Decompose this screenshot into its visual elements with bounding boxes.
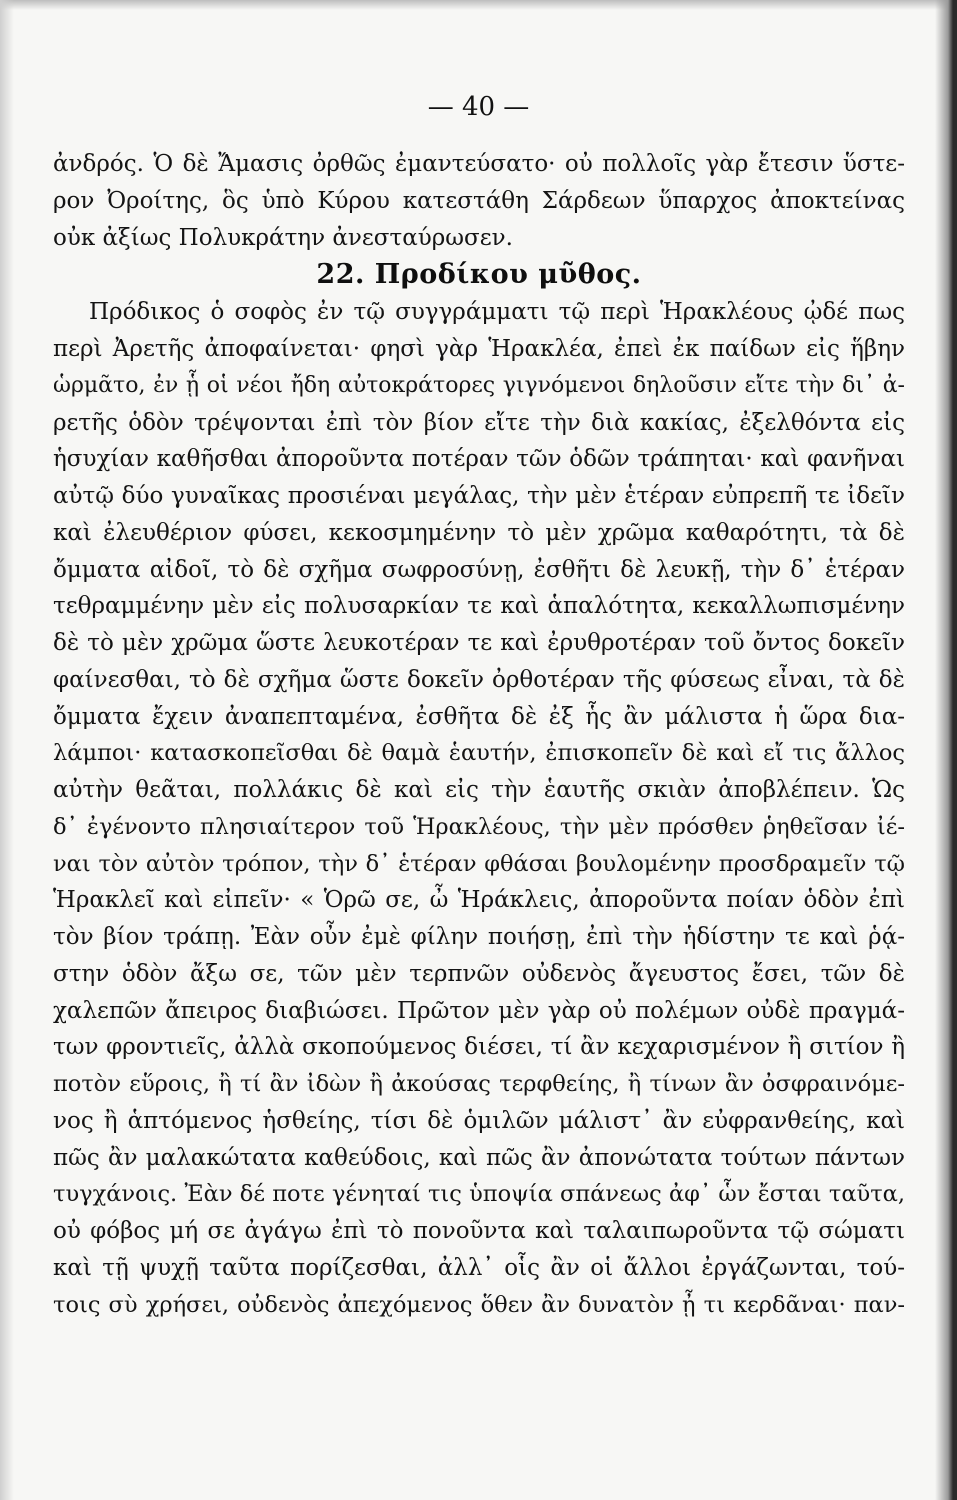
text-line: ἀνδρός. Ὁ δὲ Ἄμασις ὀρθῶς ἐμαντεύσατο· οὐ πολλοῖς γὰρ ἔτεσιν ὕστε- (53, 151, 905, 177)
text-line: περὶ Ἀρετῆς ἀποφαίνεται· φησὶ γὰρ Ἡρακλέα, ἐπεὶ ἐκ παίδων εἰς ἥβην (53, 336, 905, 362)
text-block (53, 146, 905, 1323)
text-line: τὸν βίον τράπῃ. Ἐὰν οὖν ἐμὲ φίλην ποιήσῃ, ἐπὶ τὴν ἡδίστην τε καὶ ῥᾴ- (53, 924, 905, 950)
text-line: τοις σὺ χρήσει, οὐδενὸς ἀπεχόμενος ὅθεν ἂν δυνατὸν ᾖ τι κερδᾶναι· παν- (53, 1291, 905, 1318)
text-line: ὡρμᾶτο, ἐν ᾗ οἱ νέοι ἤδη αὐτοκράτορες γιγνόμενοι δηλοῦσιν εἴτε τὴν δι᾽ ἀ- (53, 372, 905, 398)
text-line: οὐκ ἀξίως Πολυκράτην ἀνεσταύρωσεν. (53, 224, 513, 251)
text-line: ρετῆς ὁδὸν τρέψονται ἐπὶ τὸν βίον εἴτε τὴν διὰ κακίας, ἐξελθόντα εἰς (53, 409, 905, 436)
text-line: πῶς ἂν μαλακώτατα καθεύδοις, καὶ πῶς ἂν ἀπονώτατα τούτων πάντων (53, 1144, 905, 1171)
text-line: ρον Ὀροίτης, ὃς ὑπὸ Κύρου κατεστάθη Σάρδεων ὕπαρχος ἀποκτείνας (53, 187, 905, 214)
text-line: νος ἢ ἁπτόμενος ἡσθείης, τίσι δὲ ὁμιλῶν μάλιστ᾽ ἂν εὐφρανθείης, καὶ (53, 1107, 905, 1134)
text-line: οὐ φόβος μή σε ἀγάγω ἐπὶ τὸ πονοῦντα καὶ ταλαιπωροῦντα τῷ σώματι (53, 1218, 905, 1244)
text-line: στην ὁδὸν ἄξω σε, τῶν μὲν τερπνῶν οὐδενὸς ἄγευστος ἔσει, τῶν δὲ (53, 960, 905, 987)
text-line: των φροντιεῖς, ἀλλὰ σκοπούμενος διέσει, τί ἂν κεχαρισμένον ἢ σιτίον ἢ (53, 1034, 905, 1061)
text-line: τυγχάνοις. Ἐὰν δέ ποτε γένηταί τις ὑποψία σπάνεως ἀφ᾽ ὧν ἔσται ταῦτα, (53, 1181, 905, 1208)
text-line: ὄμματα ἔχειν ἀναπεπταμένα, ἐσθῆτα δὲ ἐξ ἧς ἂν μάλιστα ἡ ὥρα δια- (53, 703, 905, 730)
text-line: αὐτῷ δύο γυναῖκας προσιέναι μεγάλας, τὴν μὲν ἑτέραν εὐπρεπῆ τε ἰδεῖν (53, 483, 905, 509)
text-line: Ἡρακλεῖ καὶ εἰπεῖν· « Ὁρῶ σε, ὦ Ἡράκλεις, ἀποροῦντα ποίαν ὁδὸν ἐπὶ (53, 887, 905, 914)
scan-edge-top (0, 0, 957, 10)
text-line: χαλεπῶν ἄπειρος διαβιώσει. Πρῶτον μὲν γὰρ οὐ πολέμων οὐδὲ πραγμά- (53, 997, 905, 1024)
page-number: — 40 — (427, 92, 530, 122)
text-line: λάμποι· κατασκοπεῖσθαι δὲ θαμὰ ἑαυτήν, ἐπισκοπεῖν δὲ καὶ εἴ τις ἄλλος (53, 740, 905, 767)
text-line: ὄμματα αἰδοῖ, τὸ δὲ σχῆμα σωφροσύνῃ, ἐσθῆτι δὲ λευκῇ, τὴν δ᾽ ἑτέραν (53, 556, 905, 583)
text-line: ναι τὸν αὐτὸν τρόπον, τὴν δ᾽ ἑτέραν φθάσαι βουλομένην προσδραμεῖν τῷ (53, 850, 905, 877)
text-line: δὲ τὸ μὲν χρῶμα ὥστε λευκοτέραν τε καὶ ἐρυθροτέραν τοῦ ὄντος δοκεῖν (53, 630, 905, 656)
text-line: δ᾽ ἐγένοντο πλησιαίτερον τοῦ Ἡρακλέους, τὴν μὲν πρόσθεν ῥηθεῖσαν ἰέ- (53, 813, 905, 840)
text-line: ποτὸν εὕροις, ἢ τί ἂν ἰδὼν ἢ ἀκούσας τερφθείης, ἢ τίνων ἂν ὀσφραινόμε- (53, 1071, 905, 1097)
section-heading: 22. Προδίκου μῦθος. (316, 259, 642, 291)
text-line: καὶ τῇ ψυχῇ ταῦτα πορίζεσθαι, ἀλλ᾽ οἷς ἂν οἱ ἄλλοι ἐργάζωνται, τού- (53, 1254, 905, 1281)
scan-edge-right (935, 0, 957, 1500)
scan-edge-left (0, 0, 14, 1500)
text-line: καὶ ἐλευθέριον φύσει, κεκοσμημένην τὸ μὲν χρῶμα καθαρότητι, τὰ δὲ (53, 519, 905, 546)
text-line: ἡσυχίαν καθῆσθαι ἀποροῦντα ποτέραν τῶν ὁδῶν τράπηται· καὶ φανῆναι (53, 446, 905, 473)
text-line: Πρόδικος ὁ σοφὸς ἐν τῷ συγγράμματι τῷ περὶ Ἡρακλέους ᾠδέ πως (89, 299, 905, 326)
text-line: τεθραμμένην μὲν εἰς πολυσαρκίαν τε καὶ ἁπαλότητα, κεκαλλωπισμένην (53, 593, 905, 620)
text-line: φαίνεσθαι, τὸ δὲ σχῆμα ὥστε δοκεῖν ὀρθοτέραν τῆς φύσεως εἶναι, τὰ δὲ (53, 666, 905, 693)
text-line: αὐτὴν θεᾶται, πολλάκις δὲ καὶ εἰς τὴν ἑαυτῆς σκιὰν ἀποβλέπειν. Ὡς (53, 777, 905, 803)
